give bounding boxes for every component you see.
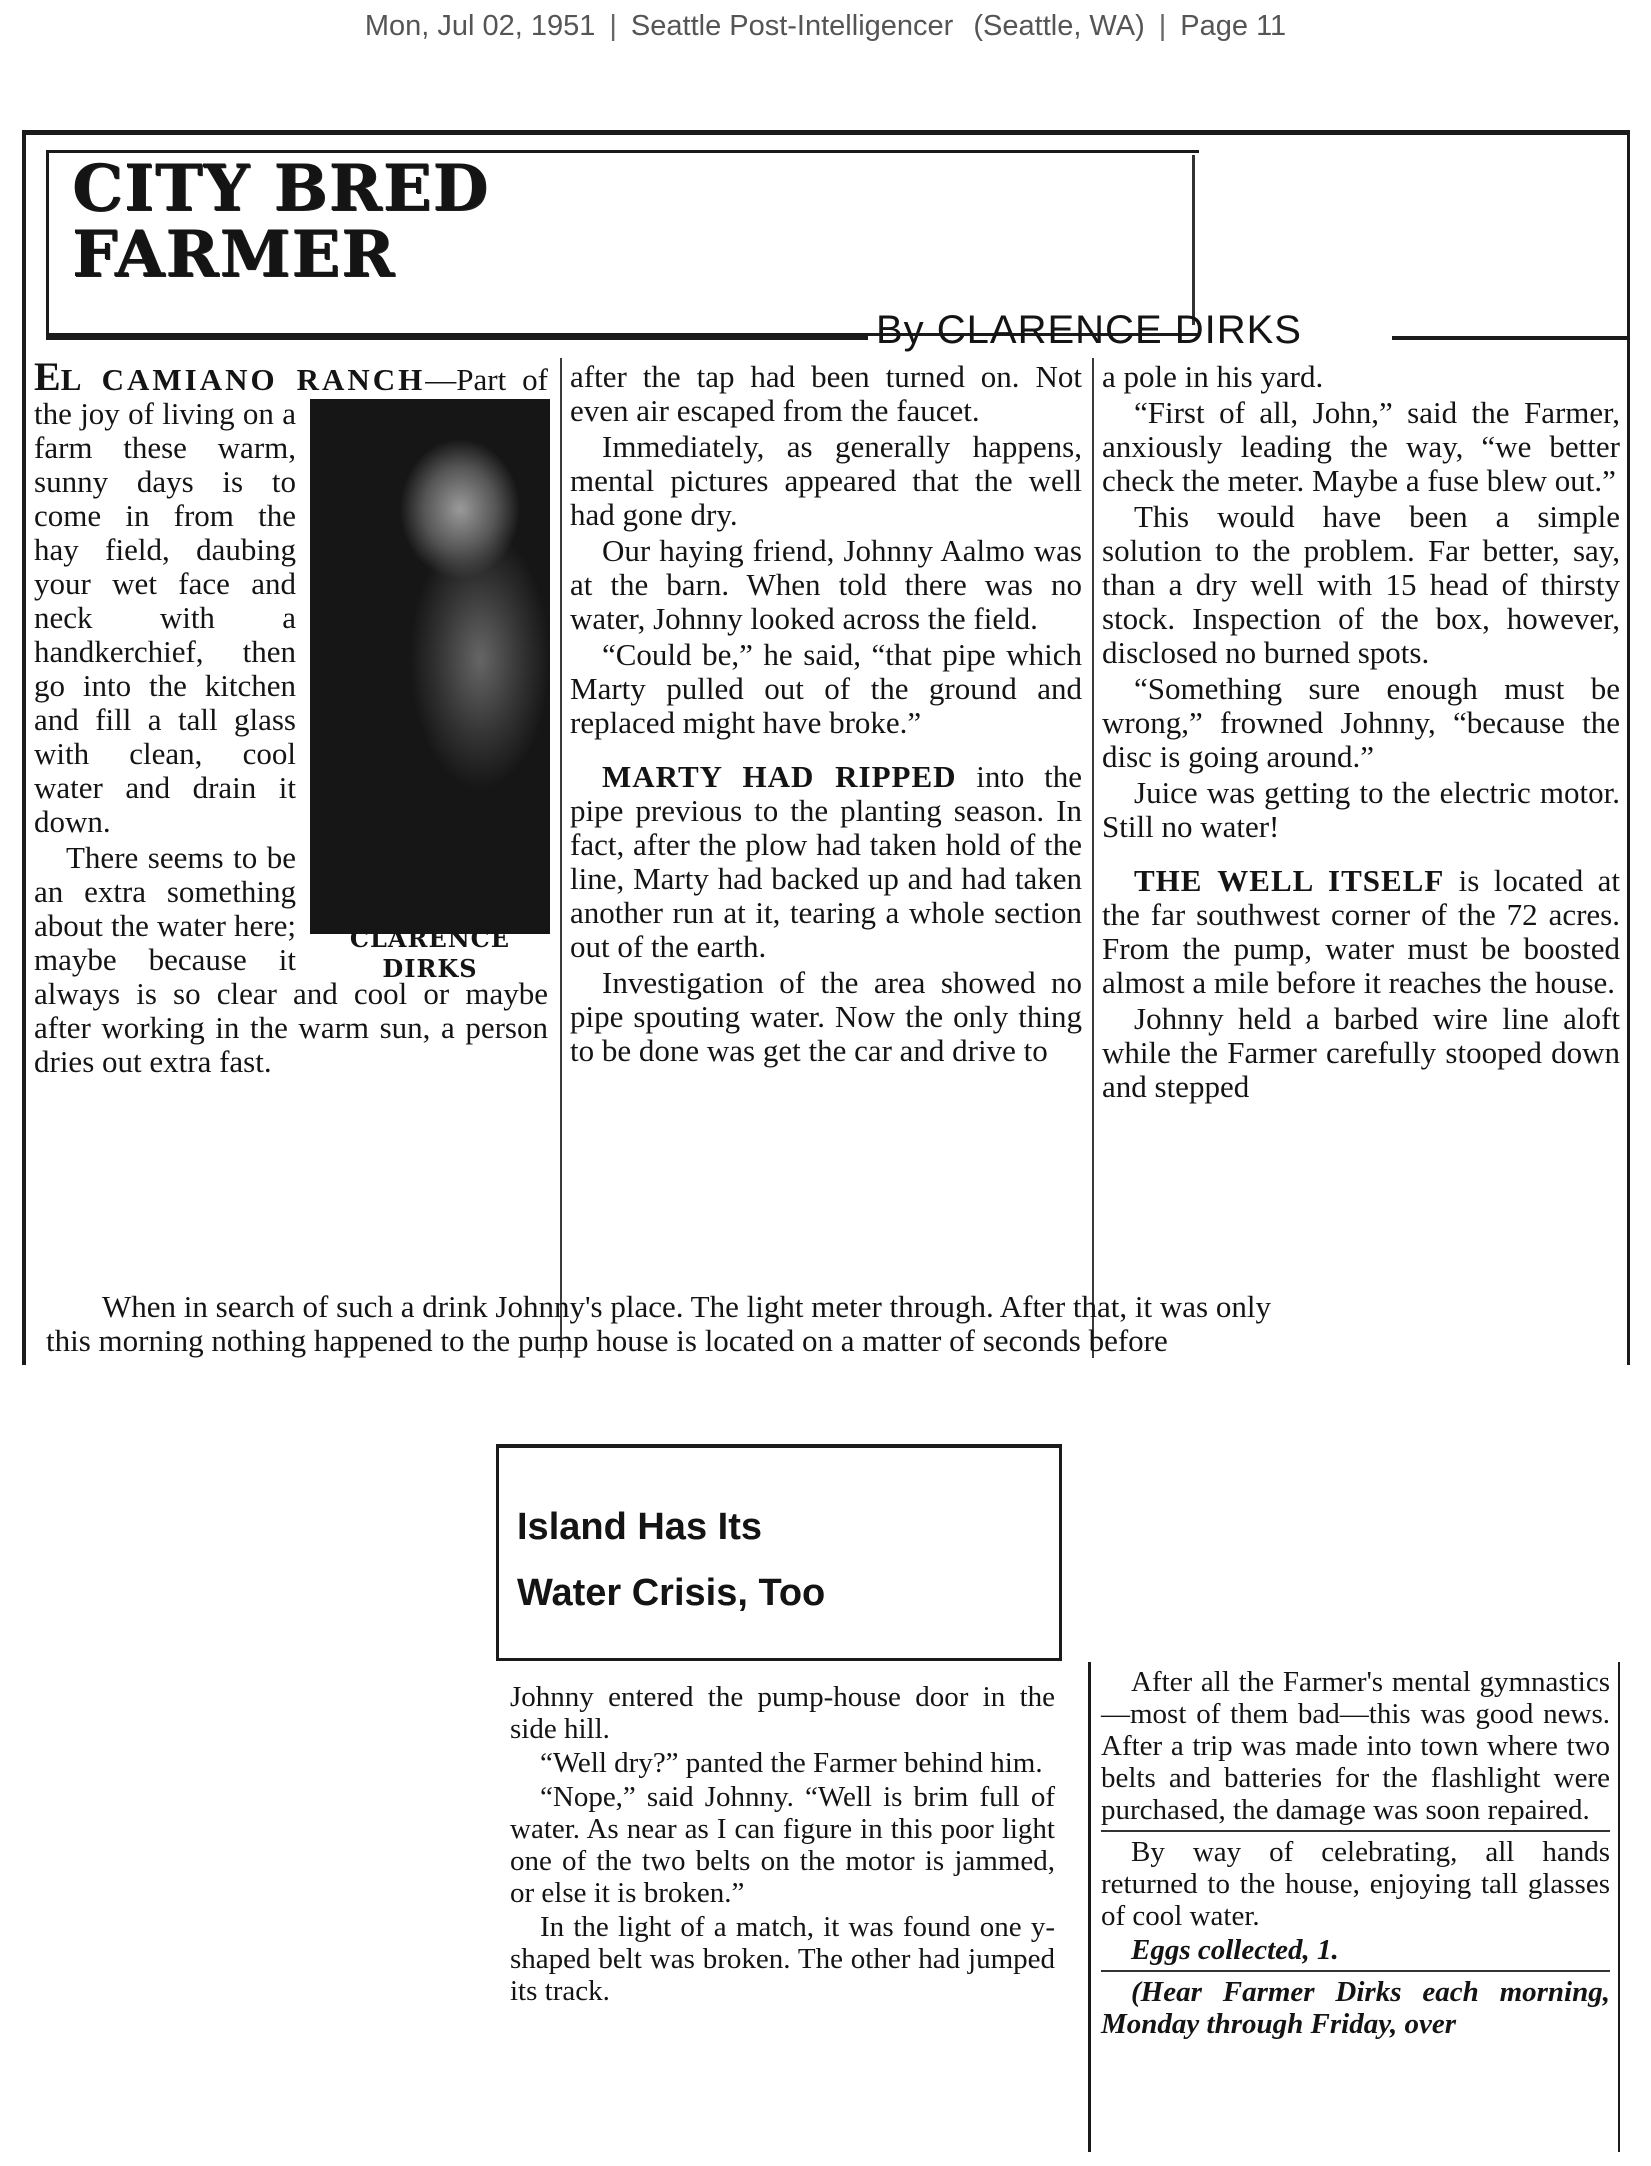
paragraph: “Well dry?” panted the Farmer behind him. — [540, 1747, 1043, 1779]
photo-caption — [310, 924, 550, 984]
portrait-figure — [310, 399, 550, 983]
paragraph-text: is located at the far southwest corner of the 72 acres. From the pump, water must be boosted almost a mile before it reaches the house. — [1102, 863, 1620, 1000]
column-rule-2 — [1092, 358, 1094, 1358]
column-2 — [570, 360, 1082, 1070]
paragraph: By way of celebrating, all hands returned to the house, enjoying tall glasses of cool water. — [1101, 1836, 1610, 1932]
bottom-line-2: this morning nothing happened to the pump house is located on a matter of seconds before — [46, 1323, 1168, 1358]
clipping-header: Mon, Jul 02, 1951 | Seattle Post-Intelligencer (Seattle, WA) | Page 11 — [364, 10, 1287, 42]
paragraph: a pole in his yard. — [1102, 359, 1324, 394]
paragraph: There seems to be an extra something about the water here; maybe because it always is so clear and cool or maybe after working in the warm sun, a person dries out extra fast. — [34, 840, 548, 1079]
paragraph: “First of all, John,” said the Farmer, anxiously leading the way, “we better check the meter. Maybe a fuse blew out.” — [1102, 395, 1620, 498]
continuation-body — [1101, 1666, 1610, 2040]
byline — [22, 308, 1630, 352]
divider — [1101, 1970, 1610, 1972]
paragraph-text: —Part of the joy of living on a farm these warm, sunny days is to come in from the hay field, daubing your wet face and neck with a handkerchief, then go into the kitchen and fill a tall glass with clean, cool water and drain it down. — [34, 362, 548, 839]
drop-cap: E — [34, 354, 61, 399]
continuation-clipping — [1088, 1662, 1620, 2152]
sidebar-body — [510, 1681, 1055, 2007]
paragraph: “Could be,” he said, “that pipe which Marty pulled out of the ground and replaced might have broke.” — [570, 637, 1082, 740]
bottom-line-1: When in search of such a drink Johnny's place. The light meter through. After that, it was only — [102, 1289, 1271, 1324]
sidebar-title — [517, 1494, 825, 1626]
paragraph: Our haying friend, Johnny Aalmo was at the barn. When told there was no water, Johnny looked across the field. — [570, 533, 1082, 636]
paragraph-text: into the pipe previous to the planting season. In fact, after the plow had taken hold of the line, Marty had backed up and had taken another run at it, tearing a whole section out of the earth. — [570, 759, 1082, 964]
portrait-photo — [310, 399, 550, 934]
column-rule-1 — [560, 358, 562, 1358]
header-location: (Seattle, WA) — [973, 10, 1145, 42]
box-divider — [1192, 155, 1195, 325]
paragraph: After all the Farmer's mental gymnastics—most of them bad—this was good news. After a trip was made into town where two belts and batteries for the flashlight were purchased, the damage was soon repaired. — [1101, 1666, 1610, 1826]
eggs-note: Eggs collected, 1. — [1131, 1934, 1339, 1966]
lead-in: L CAMIANO RANCH — [60, 362, 426, 397]
title-line-2: FARMER — [72, 217, 396, 292]
paragraph: Immediately, as generally happens, mental pictures appeared that the well had gone dry. — [570, 429, 1082, 532]
byline-rule-left — [46, 336, 868, 340]
column-3 — [1102, 360, 1620, 1106]
header-date: Mon, Jul 02, 1951 — [364, 10, 596, 42]
paragraph: In the light of a match, it was found one y-shaped belt was broken. The other had jumped its track. — [510, 1911, 1055, 2007]
paragraph — [1102, 864, 1620, 1000]
caption-line-1: CLARENCE — [349, 924, 511, 953]
header-page: Page 11 — [1180, 10, 1287, 42]
sidebar-title-line-1: Island Has Its — [517, 1506, 762, 1548]
main-clipping — [22, 130, 1630, 1365]
byline-rule-right — [1392, 336, 1628, 340]
header-publication: Seattle Post-Intelligencer — [630, 10, 954, 42]
sidebar-title-line-2: Water Crisis, Too — [517, 1572, 826, 1614]
bottom-lines — [46, 1290, 1626, 1358]
divider — [1101, 1830, 1610, 1832]
byline-text: By CLARENCE DIRKS — [876, 308, 1302, 352]
subhead: MARTY HAD RIPPED — [602, 759, 957, 794]
paragraph: Johnny held a barbed wire line aloft while the Farmer carefully stooped down and stepped — [1102, 1001, 1620, 1104]
column-1 — [34, 354, 548, 1081]
article-title — [72, 151, 490, 292]
paragraph: “Nope,” said Johnny. “Well is brim full of water. As near as I can figure in this poor light one of the two belts on the motor is jammed, or else it is broken.” — [510, 1781, 1055, 1909]
sidebar-clipping — [496, 1444, 1066, 2009]
paragraph: Johnny entered the pump-house door in the side hill. — [510, 1681, 1055, 1745]
footer-note: (Hear Farmer Dirks each morning, Monday through Friday, over — [1101, 1976, 1610, 2040]
top-border — [22, 130, 1630, 135]
subhead: THE WELL ITSELF — [1134, 863, 1445, 898]
paragraph: This would have been a simple solution to the problem. Far better, say, than a dry well with 15 head of thirsty stock. Inspection of the box, however, disclosed no burned spots. — [1102, 499, 1620, 670]
paragraph: “Something sure enough must be wrong,” frowned Johnny, “because the disc is going around.” — [1102, 671, 1620, 774]
paragraph: Juice was getting to the electric motor. Still no water! — [1102, 775, 1620, 844]
paragraph: after the tap had been turned on. Not even air escaped from the faucet. — [570, 359, 1082, 428]
title-line-1: CITY BRED — [72, 151, 490, 226]
caption-line-2: DIRKS — [382, 954, 478, 983]
paragraph — [570, 760, 1082, 964]
sidebar-title-box — [496, 1444, 1062, 1661]
paragraph: Investigation of the area showed no pipe spouting water. Now the only thing to be done was get the car and drive to — [570, 965, 1082, 1068]
